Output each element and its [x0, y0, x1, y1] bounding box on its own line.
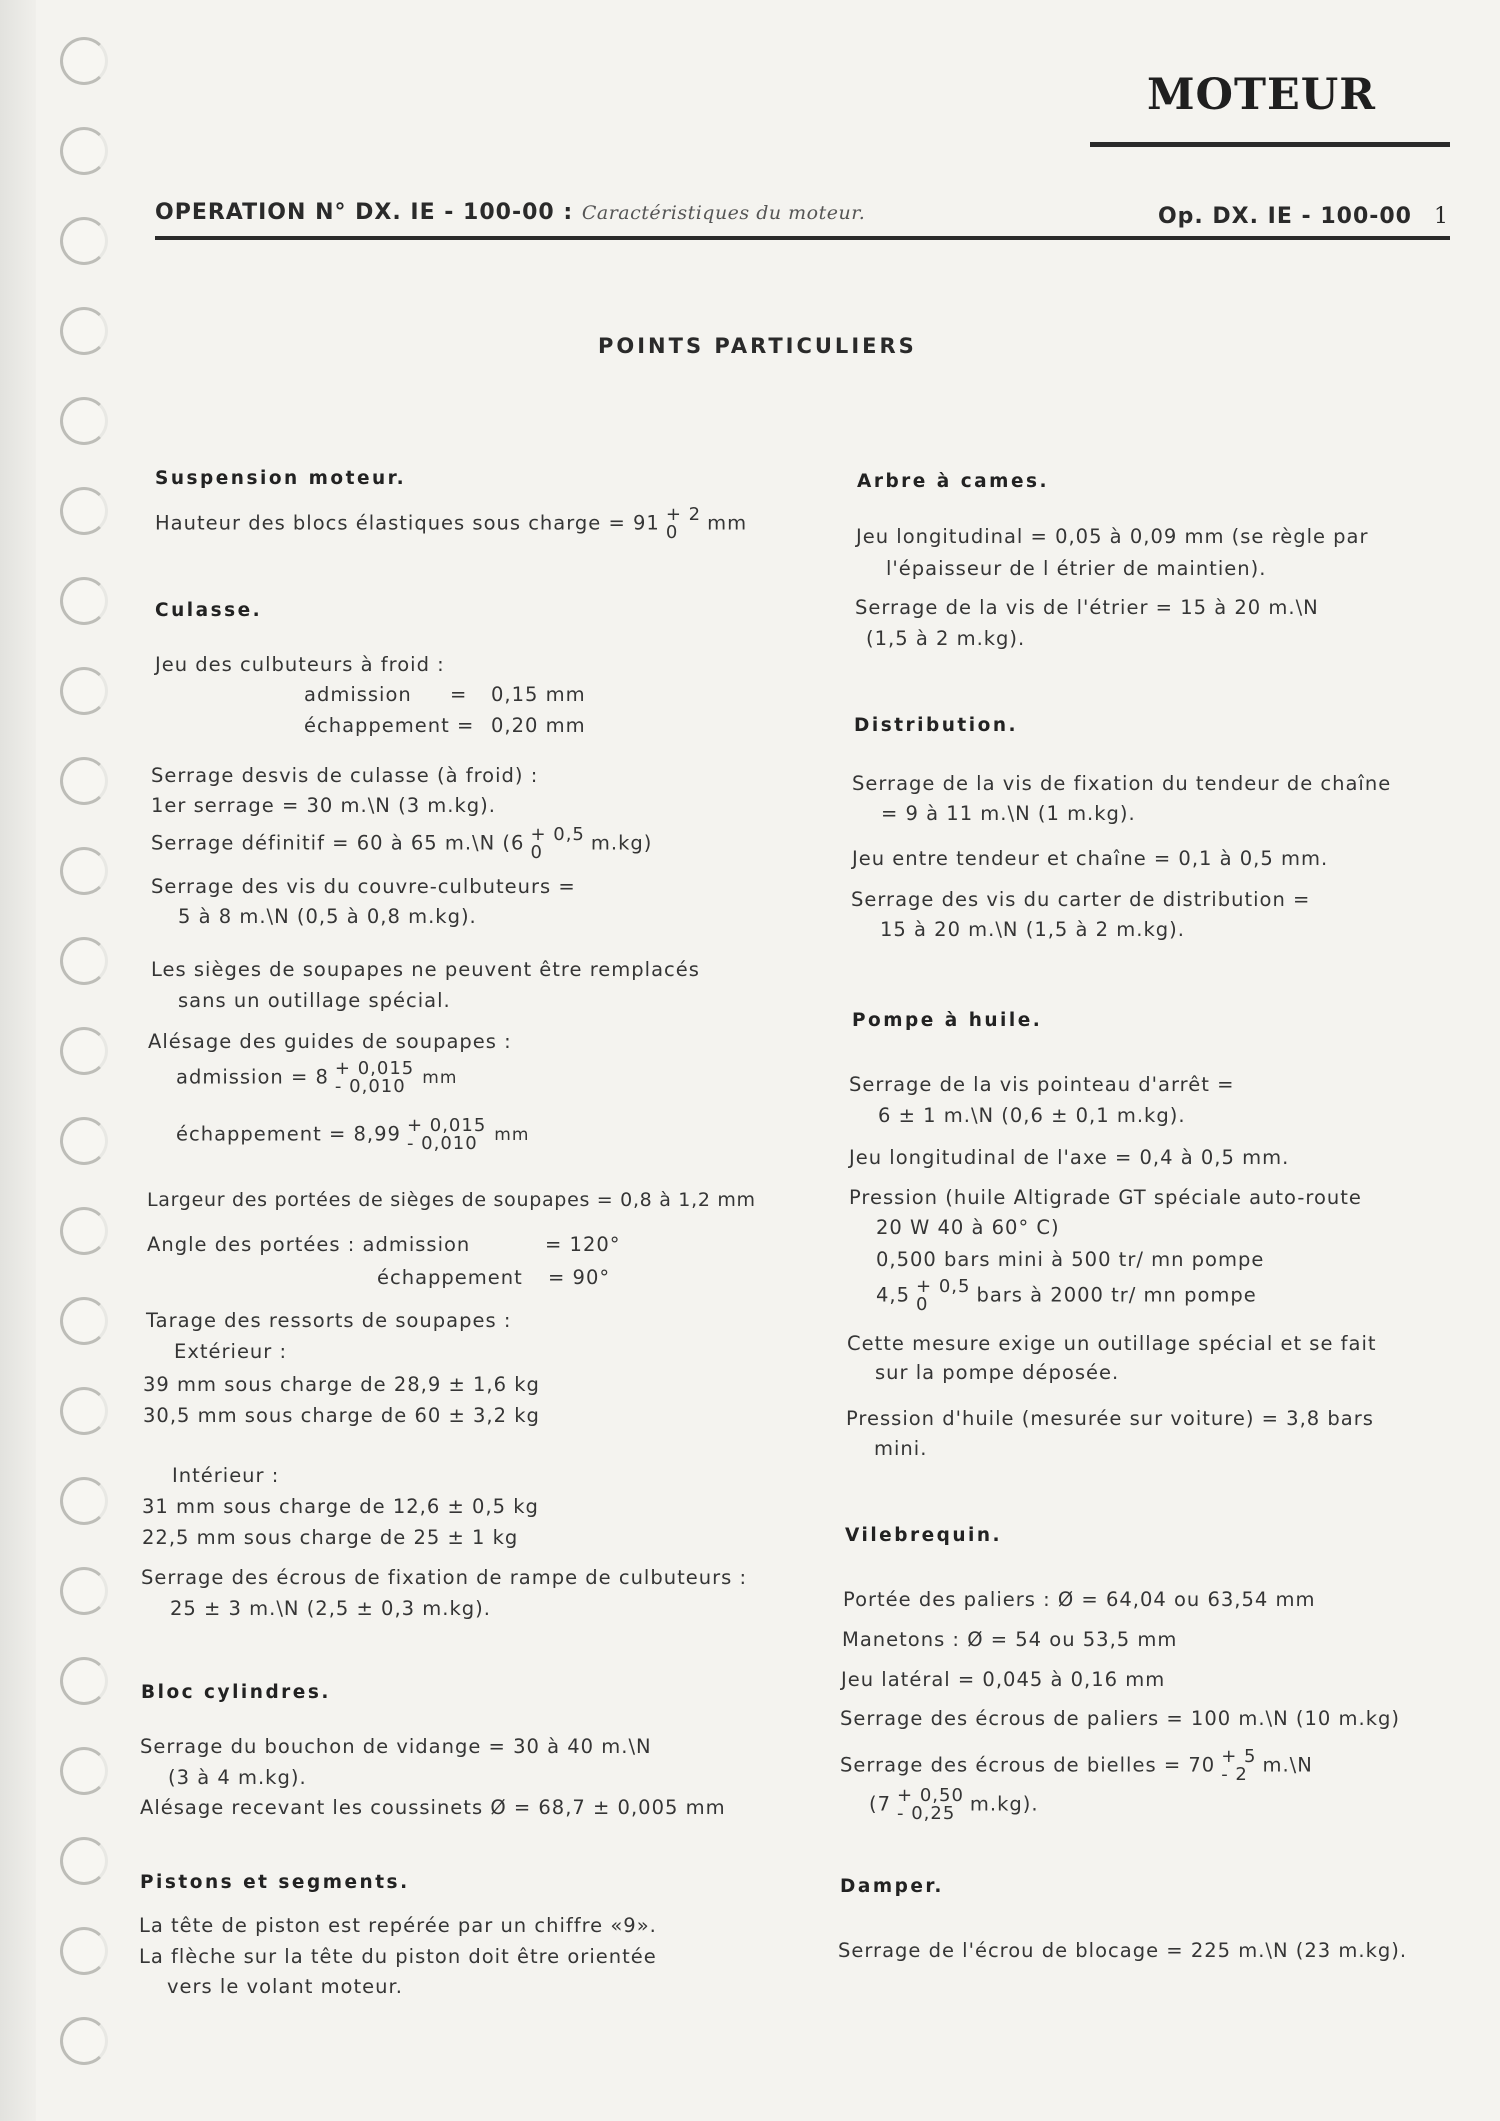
text-line: La flèche sur la tête du piston doit être orientée: [139, 1945, 657, 1968]
text-line: Serrage de la vis pointeau d'arrêt =: [849, 1073, 1235, 1096]
text-line: sans un outillage spécial.: [178, 989, 451, 1012]
punch-hole: [60, 217, 108, 265]
binding-strip: [0, 0, 36, 2121]
punch-hole: [60, 1027, 108, 1075]
text-line: 25 ± 3 m.\N (2,5 ± 0,3 m.kg).: [170, 1597, 491, 1620]
heading-arbre: Arbre à cames.: [857, 471, 1050, 492]
tol-up: + 0,5: [916, 1276, 971, 1297]
text-line: Serrage de l'écrou de blocage = 225 m.\N (23 m.kg).: [838, 1939, 1408, 1962]
text-span: m.kg).: [969, 1792, 1039, 1816]
punch-hole: [60, 1657, 108, 1705]
text-line: [176, 1117, 531, 1153]
operation-number: OPERATION N° DX. IE - 100-00 :: [155, 200, 574, 225]
tol-down: 0: [530, 842, 543, 863]
text-line: 15 à 20 m.\N (1,5 à 2 m.kg).: [880, 918, 1185, 941]
text-span: échappement = 8,99: [176, 1122, 401, 1146]
tol-down: - 0,25: [897, 1803, 956, 1824]
heading-pistons: Pistons et segments.: [140, 1872, 410, 1893]
tol-up: + 0,015: [406, 1115, 487, 1136]
tolerance: [407, 1117, 486, 1153]
punch-hole: [60, 1567, 108, 1615]
text-span: bars à 2000 tr/ mn pompe: [976, 1283, 1257, 1307]
tol-up: + 2: [665, 504, 702, 525]
text-line: 0,15 mm: [491, 683, 586, 706]
punch-hole: [60, 1297, 108, 1345]
text-line: Serrage du bouchon de vidange = 30 à 40 m.\N: [140, 1735, 652, 1758]
text-line: admission: [304, 683, 412, 706]
text-span: mm: [707, 511, 748, 535]
text-line: Les sièges de soupapes ne peuvent être remplacés: [151, 958, 700, 981]
tol-up: + 0,015: [334, 1058, 415, 1079]
text-line: 0,500 bars mini à 500 tr/ mn pompe: [876, 1248, 1265, 1271]
text-line: Jeu des culbuteurs à froid :: [155, 653, 445, 676]
text-line: [876, 1278, 1257, 1314]
punch-hole: [60, 37, 108, 85]
tol-up: + 0,5: [530, 824, 585, 845]
text-line: l'épaisseur de l étrier de maintien).: [886, 557, 1267, 580]
text-line: 30,5 mm sous charge de 60 ± 3,2 kg: [143, 1404, 540, 1427]
text-line: =: [450, 683, 468, 706]
text-line: Jeu longitudinal = 0,05 à 0,09 mm (se règle par: [856, 525, 1369, 548]
text-line: [176, 1060, 459, 1096]
operation-description: Caractéristiques du moteur.: [581, 202, 866, 224]
text-line: Jeu entre tendeur et chaîne = 0,1 à 0,5 mm.: [852, 847, 1329, 870]
text-line: Largeur des portées de sièges de soupapes = 0,8 à 1,2 mm: [147, 1189, 756, 1211]
punch-hole: [60, 487, 108, 535]
text-line: Serrage des écrous de paliers = 100 m.\N (10 m.kg): [840, 1707, 1400, 1730]
text-line: 39 mm sous charge de 28,9 ± 1,6 kg: [143, 1373, 540, 1396]
text-line: Alésage des guides de soupapes :: [148, 1030, 512, 1053]
operation-reference: [1158, 204, 1449, 229]
tol-down: - 0,010: [406, 1133, 478, 1154]
tolerance: [530, 826, 584, 862]
text-line: La tête de piston est repérée par un chiffre «9».: [139, 1914, 657, 1937]
punch-hole: [60, 397, 108, 445]
punch-hole: [60, 1927, 108, 1975]
text-line: 20 W 40 à 60° C): [876, 1216, 1060, 1239]
tol-up: + 5: [1221, 1746, 1257, 1767]
text-line: Cette mesure exige un outillage spécial et se fait: [847, 1332, 1377, 1355]
text-line: 22,5 mm sous charge de 25 ± 1 kg: [142, 1526, 519, 1549]
text-line: vers le volant moteur.: [167, 1975, 403, 1998]
text-line: = 9 à 11 m.\N (1 m.kg).: [881, 802, 1136, 825]
punch-hole: [60, 2017, 108, 2065]
text-span: admission = 8: [176, 1065, 329, 1089]
header-rule: [155, 236, 1450, 240]
text-line: mini.: [874, 1437, 928, 1460]
text-span: m.kg): [590, 831, 653, 855]
punch-hole: [60, 1747, 108, 1795]
page-number: 1: [1434, 204, 1449, 229]
punch-hole: [60, 1477, 108, 1525]
title-rule: [1090, 142, 1450, 147]
heading-bloc: Bloc cylindres.: [141, 1682, 331, 1703]
operation-line: [155, 200, 865, 225]
text-line: Tarage des ressorts de soupapes :: [146, 1309, 512, 1332]
punch-hole: [60, 577, 108, 625]
text-line: = 120°: [545, 1233, 621, 1256]
text-line: Serrage desvis de culasse (à froid) :: [151, 764, 539, 787]
punch-hole: [60, 1117, 108, 1165]
text-line: (3 à 4 m.kg).: [168, 1766, 307, 1789]
punch-hole: [60, 667, 108, 715]
text-line: 6 ± 1 m.\N (0,6 ± 0,1 m.kg).: [878, 1104, 1186, 1127]
punch-hole: [60, 1837, 108, 1885]
punch-hole: [60, 1387, 108, 1435]
text-line: = 90°: [548, 1266, 611, 1289]
text-line: Serrage de la vis de fixation du tendeur de chaîne: [852, 772, 1392, 795]
tol-up: + 0,50: [897, 1785, 964, 1806]
text-line: Serrage des vis du carter de distribution =: [851, 888, 1311, 911]
text-line: [840, 1748, 1313, 1784]
heading-damper: Damper.: [840, 1876, 944, 1897]
text-line: échappement =: [304, 714, 475, 737]
heading-culasse: Culasse.: [155, 600, 263, 621]
op-ref: Op. DX. IE - 100-00: [1157, 204, 1412, 229]
text-line: Portée des paliers : Ø = 64,04 ou 63,54 mm: [843, 1588, 1316, 1611]
tol-down: - 0,010: [334, 1076, 406, 1097]
tolerance: [335, 1060, 414, 1096]
text-span: mm: [494, 1125, 530, 1145]
text-line: Pression d'huile (mesurée sur voiture) = 3,8 bars: [846, 1407, 1374, 1430]
text-line: (1,5 à 2 m.kg).: [866, 627, 1026, 650]
text-line: [151, 826, 652, 862]
text-span: Serrage définitif = 60 à 65 m.\N (6: [151, 831, 525, 855]
heading-vilebrequin: Vilebrequin.: [845, 1525, 1003, 1546]
text-line: Pression (huile Altigrade GT spéciale auto-route: [849, 1186, 1362, 1209]
tol-down: - 2: [1221, 1764, 1248, 1785]
tolerance: [1221, 1748, 1256, 1784]
punch-hole: [60, 937, 108, 985]
text-line: 31 mm sous charge de 12,6 ± 0,5 kg: [142, 1495, 539, 1518]
text-line: Serrage des écrous de fixation de rampe de culbuteurs :: [141, 1566, 748, 1589]
text-line: Intérieur :: [172, 1464, 280, 1487]
section-title: MOTEUR: [1146, 70, 1376, 120]
heading-pompe: Pompe à huile.: [852, 1010, 1043, 1031]
text-line: échappement: [377, 1266, 523, 1289]
text-span: 4,5: [876, 1283, 911, 1307]
punch-hole: [60, 307, 108, 355]
heading-distribution: Distribution.: [854, 715, 1019, 736]
tolerance: [897, 1787, 964, 1823]
punch-hole: [60, 757, 108, 805]
text-line: [869, 1787, 1039, 1823]
text-line: Manetons : Ø = 54 ou 53,5 mm: [842, 1628, 1178, 1651]
punch-hole: [60, 127, 108, 175]
text-line: Serrage des vis du couvre-culbuteurs =: [151, 875, 576, 898]
text-span: (7: [869, 1792, 892, 1816]
text-line: Jeu latéral = 0,045 à 0,16 mm: [841, 1668, 1166, 1691]
text-line: [155, 506, 747, 542]
text-line: 1er serrage = 30 m.\N (3 m.kg).: [151, 794, 496, 817]
tolerance: [916, 1278, 970, 1314]
text-line: 5 à 8 m.\N (0,5 à 0,8 m.kg).: [178, 905, 477, 928]
heading-suspension: Suspension moteur.: [155, 468, 407, 489]
punch-hole: [60, 847, 108, 895]
text-span: mm: [422, 1068, 458, 1088]
text-line: Extérieur :: [174, 1340, 288, 1363]
tolerance: [666, 506, 701, 542]
text-line: 0,20 mm: [491, 714, 586, 737]
text-span: Serrage des écrous de bielles = 70: [840, 1753, 1216, 1777]
text-line: Alésage recevant les coussinets Ø = 68,7 ± 0,005 mm: [140, 1796, 726, 1819]
text-line: Jeu longitudinal de l'axe = 0,4 à 0,5 mm.: [849, 1146, 1290, 1169]
tol-down: 0: [665, 522, 679, 543]
text-line: Angle des portées : admission: [147, 1233, 471, 1256]
punch-hole: [60, 1207, 108, 1255]
page-heading: POINTS PARTICULIERS: [598, 334, 917, 358]
text-span: m.\N: [1262, 1753, 1313, 1777]
text-line: sur la pompe déposée.: [875, 1361, 1120, 1384]
text-span: Hauteur des blocs élastiques sous charge = 91: [155, 511, 660, 535]
text-line: Serrage de la vis de l'étrier = 15 à 20 m.\N: [855, 596, 1319, 619]
tol-down: 0: [916, 1294, 929, 1315]
